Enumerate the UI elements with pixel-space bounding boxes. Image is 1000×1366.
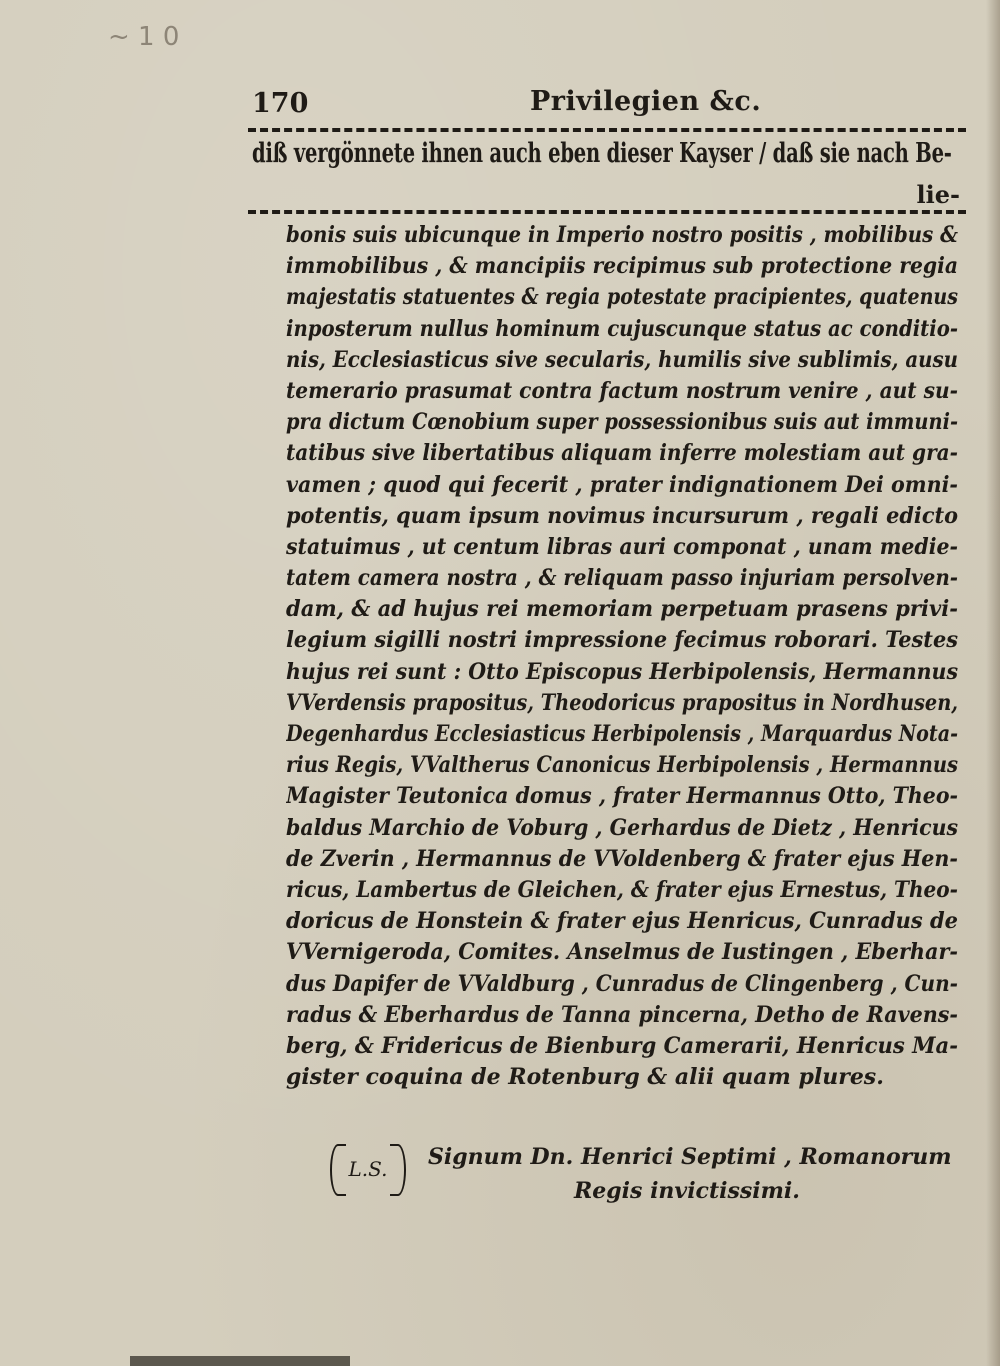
text-line: baldus Marchio de Voburg , Gerhardus de Dietz , Henricus [286,814,958,841]
text-line: tatem camera nostra , & reliquam passo injuriam persolven- [286,565,958,592]
text-line: immobilibus , & mancipiis recipimus sub protectione regia [286,253,958,280]
marginal-marks: ~ 1 0 [108,22,180,52]
page-number: 170 [252,88,309,119]
page-header [252,84,964,124]
text-line: hujus rei sunt : Otto Episcopus Herbipolensis, Hermannus [286,658,958,685]
catchword: lie- [916,180,960,209]
text-line: statuimus , ut centum libras auri componat , unam medie- [286,533,958,560]
page-edge-shadow [986,0,1000,1366]
running-title: Privilegien &c. [530,86,762,117]
text-line: majestatis statuentes & regia potestate pracipientes, quatenus [286,284,958,311]
text-line: vamen ; quod qui fecerit , prater indignationem Dei omni- [286,471,958,498]
text-line: VVerdensis prapositus, Theodoricus prapositus in Nordhusen, [286,689,958,716]
text-line: gister coquina de Rotenburg & alii quam plures. [286,1064,884,1091]
text-line: ricus, Lambertus de Gleichen, & frater ejus Ernestus, Theo- [286,876,958,903]
fraktur-text-line: diß vergönnete ihnen auch eben dieser Kayser / daß sie nach Be- [252,138,952,169]
text-line: Magister Teutonica domus , frater Hermannus Otto, Theo- [286,783,958,810]
text-line: bonis suis ubicunque in Imperio nostro positis , mobilibus & [286,222,958,248]
text-line: tatibus sive libertatibus aliquam inferre molestiam aut gra- [286,440,958,467]
text-line: radus & Eberhardus de Tanna pincerna, Detho de Ravens- [286,1001,958,1028]
seal-mark: L.S. [330,1142,406,1196]
text-line: dus Dapifer de VValdburg , Cunradus de Clingenberg , Cun- [286,970,958,997]
binding-shadow [130,1356,350,1366]
latin-body-text [286,220,958,1093]
text-line: doricus de Honstein & frater ejus Henricus, Cunradus de [286,908,958,935]
text-line: VVernigeroda, Comites. Anselmus de Iustingen , Eberhar- [286,939,958,966]
signature-line-2: Regis invictissimi. [574,1178,800,1204]
top-rule [248,128,966,132]
text-line: potentis, quam ipsum novimus incursurum , regali edicto [286,502,958,529]
text-line: rius Regis, VValtherus Canonicus Herbipolensis , Hermannus [286,752,958,779]
text-line: nis, Ecclesiasticus sive secularis, humilis sive sublimis, ausu [286,346,958,373]
signature-block [330,1142,970,1222]
signature-line-1: Signum Dn. Henrici Septimi , Romanorum [428,1144,952,1170]
bottom-rule [248,210,966,214]
text-line: temerario prasumat contra factum nostrum venire , aut su- [286,377,958,404]
text-line: legium sigilli nostri impressione fecimus roborari. Testes [286,627,958,654]
text-line: inposterum nullus hominum cujuscunque status ac conditio- [286,315,958,342]
text-line: Degenhardus Ecclesiasticus Herbipolensis , Marquardus Nota- [286,721,958,747]
text-line: pra dictum Cœnobium super possessionibus suis aut immuni- [286,409,958,436]
text-line: de Zverin , Hermannus de VVoldenberg & frater ejus Hen- [286,845,958,872]
text-line: berg, & Fridericus de Bienburg Camerarii, Henricus Ma- [286,1032,958,1059]
text-line: dam, & ad hujus rei memoriam perpetuam prasens privi- [286,596,958,623]
